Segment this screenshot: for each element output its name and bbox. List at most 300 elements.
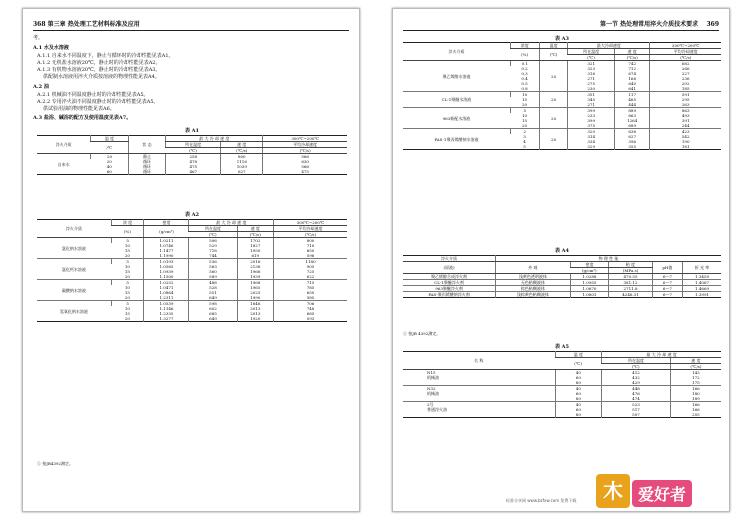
col-header: 300℃~200℃: [263, 136, 347, 142]
cell: 560: [189, 269, 237, 274]
cell: 478: [166, 159, 221, 164]
cell: 10: [124, 285, 130, 290]
cell: 649: [189, 316, 237, 322]
section-a1-item: A.1.2 无机盐水溶液20℃，静止时的冷却性能见表A2。: [37, 60, 161, 66]
right-page-header: [403, 19, 719, 31]
cell: 627: [221, 169, 263, 175]
cell: 60: [555, 391, 602, 396]
cell: 1.3277: [144, 316, 189, 322]
col-header: 所在温度: [602, 358, 671, 364]
col-header: 折 光 率: [683, 262, 721, 274]
cell: 551: [189, 290, 237, 295]
table-row: [403, 292, 721, 298]
cell: 1.0193: [144, 259, 189, 265]
cell: 20: [124, 295, 130, 300]
cell: 566: [263, 154, 347, 160]
cell: 230: [568, 86, 615, 92]
cell: 640: [614, 81, 649, 86]
cell: 663: [614, 113, 649, 118]
cell: 316: [568, 71, 615, 76]
cell: 185: [650, 86, 721, 92]
cell: 591: [650, 92, 721, 98]
cell: 493: [650, 113, 721, 118]
col-header: (℃/s): [221, 148, 263, 154]
cell: 263: [650, 102, 721, 108]
cell: 1.0565: [144, 264, 189, 269]
cell: 963聚醚淬火剂: [403, 286, 496, 292]
cell: 2025: [237, 290, 274, 295]
group-name-cell: 机械油: [427, 375, 439, 380]
cell: 5: [111, 238, 144, 244]
cell: 1846: [237, 301, 274, 307]
cell: 227: [650, 71, 721, 76]
col-header: (%): [111, 226, 144, 238]
col-header: 淬火介质: [37, 136, 91, 154]
cell: 602: [189, 306, 237, 311]
col-header: 最 大 冷 却 速 度: [602, 352, 721, 358]
group-name-cell: PAS-1聚丙烯酸钠水溶液: [403, 129, 510, 150]
cell: 542: [650, 134, 721, 139]
cell: 585: [274, 295, 347, 301]
col-header: (℃/s): [614, 55, 649, 61]
cell: 351: [568, 92, 615, 98]
cell: 0.5: [521, 81, 528, 86]
cell: 60: [555, 375, 602, 380]
section-a1-item: A.1.1 自来水不同温度下，静止与循环时的冷却性能见表A1。: [37, 53, 174, 59]
cell: 1.1500: [144, 274, 189, 280]
cell: 10: [124, 306, 130, 311]
col-header: 状 态: [128, 136, 165, 154]
cell: 725: [274, 269, 347, 274]
cell: 1.0746: [144, 243, 189, 248]
watermark-brand: 爱好者: [632, 480, 692, 507]
cell: 189: [670, 396, 721, 402]
left-page-header: [33, 19, 349, 31]
cell: 474: [602, 396, 671, 402]
cell: 649: [189, 295, 237, 301]
section-a1-item: A.1.3 有机物水溶液20℃，静止时的冷却性能见表A3。: [37, 67, 161, 73]
cell: 棕色粘稠液体: [496, 286, 571, 292]
cell: 1.0288: [570, 274, 609, 280]
intro-text: 考。: [33, 35, 44, 41]
cell: 566: [263, 164, 347, 169]
cell: PAS-聚丙烯酸钠淬火剂: [403, 292, 496, 298]
cell: 689: [614, 123, 649, 129]
table-a4-footnote: ① 按JB 4392测定。: [403, 331, 441, 336]
cell: 863: [650, 108, 721, 114]
col-header: (g/cm³): [570, 268, 609, 274]
cell: 650: [274, 290, 347, 295]
col-header: 淬火介质: [403, 256, 496, 262]
col-header: 所在温度: [189, 226, 237, 232]
watermark: [506, 470, 736, 514]
col-header: (原液): [403, 262, 496, 274]
col-header: 最 大 冷 却 速 度: [189, 220, 274, 226]
cell: 0.4: [521, 76, 528, 81]
cell: 0.3: [521, 71, 528, 76]
cell: 271: [568, 102, 615, 108]
medium-cell: 自来水: [57, 161, 70, 167]
cell: 412: [602, 370, 671, 376]
cell: 浅黄色透明液体: [496, 274, 571, 280]
cell: 20: [522, 123, 528, 128]
cell: 10: [510, 92, 539, 98]
cell: 1950: [237, 248, 274, 253]
section-a1-item: 供配制水溶液用淬火介质按溶液的物理性能见表A4。: [43, 74, 160, 80]
cell: 80: [555, 396, 602, 402]
cell: 323: [568, 66, 615, 71]
cell: 448: [602, 386, 671, 392]
cell: 172: [670, 375, 721, 380]
section-a1-title: A.1 水及水溶液: [33, 45, 69, 51]
cell: 710: [274, 243, 347, 248]
col-header: 速 度: [237, 226, 274, 232]
cell: 1.2335: [144, 311, 189, 316]
left-page: [22, 8, 360, 512]
cell: 244: [650, 123, 721, 129]
watermark-logo-icon: 木: [596, 474, 630, 508]
cell: 5: [111, 280, 144, 286]
cell: 636: [614, 129, 649, 135]
col-header: 速 度: [670, 358, 721, 364]
cell: 1.0801: [570, 292, 609, 298]
cell: 15: [522, 118, 528, 123]
group-name-cell: 碳酸钠水溶液: [37, 280, 111, 301]
cell: 2016: [237, 259, 274, 265]
cell: 682: [650, 61, 721, 67]
cell: 20: [124, 274, 130, 279]
cell: 20: [539, 108, 568, 129]
cell: 630: [263, 159, 347, 164]
col-header: 温 度: [91, 136, 128, 142]
cell: 2711.8: [609, 286, 652, 292]
cell: 1965: [237, 285, 274, 290]
col-header: (g/cm³): [144, 226, 189, 238]
cell: 905: [274, 264, 347, 269]
cell: 712: [614, 66, 649, 71]
cell: 15: [124, 269, 130, 274]
table-a4-caption: 表 A4: [554, 248, 570, 254]
cell: 3: [523, 134, 526, 139]
table-a1: [37, 135, 347, 175]
col-header: 平均冷却速度: [650, 49, 721, 55]
cell: 20: [522, 102, 528, 107]
cell: 233: [568, 113, 615, 118]
cell: 744: [189, 253, 237, 259]
cell: 20: [539, 61, 568, 92]
cell: 10: [124, 243, 130, 248]
col-header: 速 度: [614, 49, 649, 55]
cell: 166: [670, 407, 721, 412]
cell: 1.1146: [144, 306, 189, 311]
col-header: (℃): [189, 232, 237, 238]
col-header: 浓 度: [111, 220, 144, 226]
cell: 1.2311: [144, 295, 189, 301]
cell: 15: [124, 290, 130, 295]
group-name-cell: N32: [403, 386, 555, 392]
cell: 596: [274, 253, 347, 259]
cell: 6～7: [652, 292, 682, 298]
cell: 181: [650, 144, 721, 150]
cell: 1.0864: [144, 290, 189, 295]
cell: 467: [166, 169, 221, 175]
cell: 6～7: [652, 280, 682, 286]
cell: 静止: [128, 154, 165, 160]
col-header: (℃/s): [274, 232, 347, 238]
cell: 5: [111, 301, 144, 307]
table-a3: [403, 42, 721, 150]
cell: 15: [124, 248, 130, 253]
cell: 2136: [237, 264, 274, 269]
cell: 321: [568, 61, 615, 67]
table-a2-caption: 表 A2: [184, 212, 200, 218]
table-a5: [403, 351, 721, 418]
cell: 345: [568, 97, 615, 102]
cell: 593: [274, 316, 347, 322]
cell: 20: [539, 129, 568, 150]
cell: 685: [189, 311, 237, 316]
cell: 444: [614, 102, 649, 108]
cell: 20: [124, 253, 130, 258]
cell: 20: [91, 154, 128, 160]
cell: 4246.31: [609, 292, 652, 298]
cell: 1966: [237, 269, 274, 274]
cell: 1.4067: [683, 280, 721, 286]
col-header: 名 称: [403, 352, 555, 370]
col-header: 淬火介质: [403, 43, 510, 61]
cell: 2013: [237, 306, 274, 311]
cell: 1.0211: [144, 238, 189, 244]
cell: 475: [166, 164, 221, 169]
cell: 6～7: [652, 274, 682, 280]
cell: 375: [568, 123, 615, 129]
cell: 800: [274, 238, 347, 244]
col-header: 浓度: [510, 43, 539, 49]
cell: 60: [106, 169, 112, 174]
table-a1-caption: 表 A1: [184, 128, 200, 134]
col-header: 物 理 性 能: [496, 256, 721, 262]
col-header: 平均冷却速度: [274, 226, 347, 232]
col-header: (℃/s): [237, 232, 274, 238]
cell: 166: [670, 386, 721, 392]
cell: 785: [274, 285, 347, 290]
col-header: 最 大 冷 却 速 度: [166, 136, 263, 142]
right-header-text: 第一节 热处理常用淬火介质技术要求: [600, 21, 699, 28]
cell: 334: [568, 139, 615, 144]
cell: 166: [614, 76, 649, 81]
cell: 1116: [221, 159, 263, 164]
cell: 236: [650, 76, 721, 81]
group-name-cell: [403, 412, 555, 418]
col-header: 密度: [144, 220, 189, 226]
cell: 1264: [614, 118, 649, 123]
cell: 40: [555, 386, 602, 392]
cell: 80: [555, 412, 602, 418]
cell: 475: [263, 169, 347, 175]
cell: 1.1990: [144, 253, 189, 259]
cell: 浅棕黄色粘稠液体: [496, 292, 571, 298]
cell: 1.0252: [144, 280, 189, 286]
cell: CL-1聚醚淬火剂: [403, 280, 496, 286]
col-header: (℃): [602, 364, 671, 370]
col-header: 平均冷却速度: [263, 142, 347, 148]
col-header: 粘 度: [609, 262, 652, 268]
col-header: (℃): [555, 358, 602, 370]
col-header: (℃/s): [670, 364, 721, 370]
cell: 5: [523, 144, 526, 149]
cell: 627: [614, 134, 649, 139]
cell: 无色粘稠液体: [496, 280, 571, 286]
cell: 1.0471: [144, 285, 189, 290]
section-a2-item: A.2.2 专用淬火油不同温度静止时的冷却性能见表A5。: [37, 99, 159, 105]
cell: 399: [568, 118, 615, 123]
col-header: 所在温度: [568, 49, 615, 55]
cell: 432: [602, 375, 671, 380]
cell: 180: [670, 391, 721, 396]
col-header: (℃): [166, 148, 221, 154]
table-a2-footnote: ① 按JB4392测定。: [37, 461, 73, 466]
group-name-cell: 氯化钠水溶液: [37, 238, 111, 259]
cell: 166: [670, 402, 721, 408]
col-header: (℃/s): [650, 55, 721, 61]
cell: 507: [602, 412, 671, 418]
cell: 0.8: [521, 86, 528, 91]
cell: 1.0539: [144, 301, 189, 307]
section-a2-title: A.2 油: [33, 84, 49, 90]
cell: 706: [274, 301, 347, 307]
cell: 40: [106, 164, 112, 169]
cell: 1968: [237, 280, 274, 286]
col-header: 温度: [539, 43, 568, 49]
col-header: 密度: [570, 262, 609, 268]
cell: 1.0670: [570, 286, 609, 292]
cell: 536: [189, 259, 237, 265]
col-header: 300℃~200℃: [274, 220, 347, 226]
col-header: 300℃~200℃: [650, 43, 721, 49]
col-header: 淬火介质: [37, 220, 111, 238]
cell: 4: [523, 139, 526, 144]
col-header: 速 度: [221, 142, 263, 148]
cell: 40: [555, 370, 602, 376]
group-name-cell: 氢氧化钠水溶液: [37, 301, 111, 322]
cell: 10: [522, 113, 528, 118]
cell: 10: [124, 264, 130, 269]
cell: 1939: [237, 274, 274, 280]
cell: 循环: [128, 164, 165, 169]
cell: 718: [189, 248, 237, 253]
right-page: [392, 8, 730, 512]
cell: 2013: [237, 311, 274, 316]
col-header: 最大冷却速度: [568, 43, 650, 49]
cell: 381.12: [609, 280, 652, 286]
cell: 488: [189, 280, 237, 286]
cell: 529: [189, 243, 237, 248]
cell: 320: [568, 129, 615, 135]
cell: 5: [111, 259, 144, 265]
cell: 674: [614, 71, 649, 76]
cell: 175: [670, 380, 721, 386]
cell: 396: [614, 139, 649, 144]
cell: 314: [568, 134, 615, 139]
cell: 598: [189, 301, 237, 307]
table-a2: [37, 219, 347, 322]
cell: 1180: [274, 259, 347, 265]
cell: 0.1: [510, 61, 539, 67]
table-a4: [403, 255, 721, 298]
cell: 20: [539, 92, 568, 108]
table-a5-caption: 表 A5: [554, 344, 570, 350]
cell: 271: [568, 76, 615, 81]
section-a2-item: 供试验用油的物理性能见表A6。: [43, 106, 115, 112]
cell: 20: [124, 316, 130, 321]
col-header: (℃): [568, 55, 615, 61]
cell: 465: [614, 97, 649, 102]
cell: 517: [602, 407, 671, 412]
cell: 20: [106, 159, 112, 164]
cell: 190: [650, 139, 721, 144]
cell: 715: [274, 280, 347, 286]
section-a3-title: A.3 盐浴、碱浴的配方及使用温度见表A7。: [33, 115, 132, 121]
watermark-source: 标准分享网 www.bzfxw.com 免费下载: [506, 498, 577, 503]
cell: 1.4669: [683, 286, 721, 292]
group-name-cell: 聚乙烯醇水溶液: [403, 61, 510, 92]
group-name-cell: 氯化钙水溶液: [37, 259, 111, 280]
cell: 1990: [237, 295, 274, 301]
cell: 619: [237, 253, 274, 259]
cell: 889: [614, 108, 649, 114]
cell: 255: [670, 412, 721, 418]
cell: 1702: [237, 238, 274, 244]
left-header-text: 368 第三章 热处理工艺材料标准及应用: [33, 21, 140, 28]
col-header: pH值: [652, 262, 682, 274]
table-row: [403, 412, 721, 418]
cell: 800: [221, 154, 263, 160]
group-name-cell: 机械油: [427, 391, 439, 396]
cell: 258: [166, 154, 221, 160]
cell: 685: [274, 311, 347, 316]
cell: 6～7: [652, 286, 682, 292]
group-name-cell: N15: [403, 370, 555, 376]
col-header: (%): [510, 49, 539, 61]
col-header: /℃: [91, 142, 128, 154]
col-header: 外 观: [496, 262, 571, 274]
cell: 聚乙烯醇合成淬火剂: [403, 274, 496, 280]
cell: 399: [568, 108, 615, 114]
cell: 650: [274, 248, 347, 253]
cell: 391: [650, 118, 721, 123]
cell: 1039: [221, 164, 263, 169]
cell: 2: [510, 129, 539, 135]
cell: 0.2: [521, 66, 528, 71]
cell: 748: [274, 306, 347, 311]
cell: 429: [602, 380, 671, 386]
cell: 循环: [128, 169, 165, 175]
cell: 循环: [128, 159, 165, 164]
cell: 1.0955: [570, 280, 609, 286]
cell: 15: [124, 311, 130, 316]
col-header: (℃/s): [263, 148, 347, 154]
cell: 506: [189, 238, 237, 244]
cell: 60: [555, 407, 602, 412]
cell: 641: [614, 86, 649, 92]
cell: 563: [189, 264, 237, 269]
cell: 470.55: [609, 274, 652, 280]
cell: 1920: [237, 316, 274, 322]
cell: 15: [522, 97, 528, 102]
col-header: 所在温度: [166, 142, 221, 148]
group-name-cell: 2号: [403, 402, 555, 408]
cell: 40: [555, 402, 602, 408]
